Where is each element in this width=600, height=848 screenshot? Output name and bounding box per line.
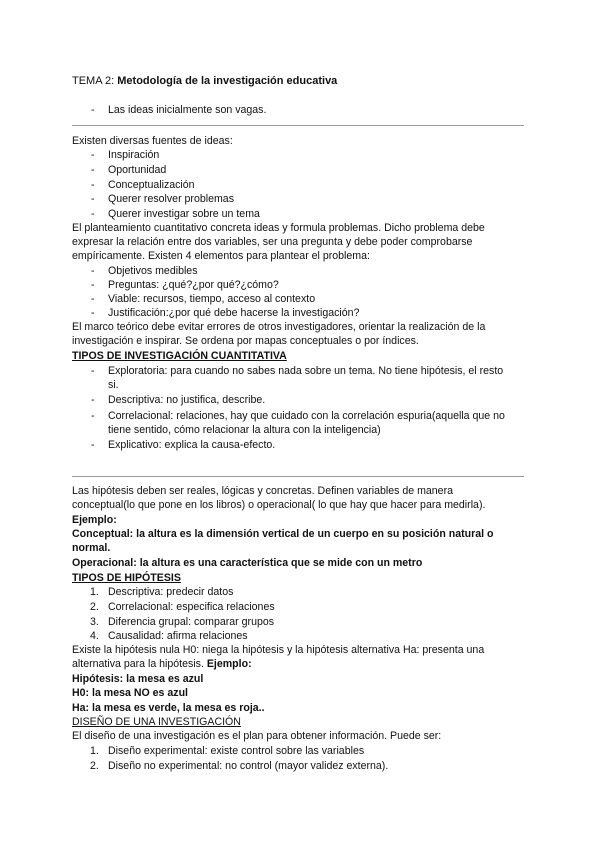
list-number: 1. — [90, 586, 99, 598]
paragraph-line: investigación e inspirar. Se ordena por mapas conceptuales o por índices. — [72, 335, 419, 347]
list-item: Correlacional: especifica relaciones — [108, 601, 275, 613]
paragraph-line: El marco teórico debe evitar errores de otros investigadores, orientar la realización de la — [72, 321, 486, 333]
paragraph-line: empíricamente. Existen 4 elementos para plantear el problema: — [72, 250, 370, 262]
section-heading: DISEÑO DE UNA INVESTIGACIÓN — [72, 716, 241, 728]
list-item: Diseño no experimental: no control (mayor validez externa). — [108, 760, 389, 772]
example-line: normal. — [72, 542, 111, 554]
bullet-dash: - — [91, 104, 95, 116]
paragraph-line: expresar la relación entre dos variables, ser una pregunta y debe poder comprobarse — [72, 236, 473, 248]
list-item: Oportunidad — [108, 164, 167, 176]
list-number: 2. — [90, 760, 99, 772]
bullet-dash: - — [91, 193, 95, 205]
list-number: 4. — [90, 630, 99, 642]
title-text: Metodología de la investigación educativa — [117, 75, 338, 87]
bullet-dash: - — [91, 293, 95, 305]
list-item: Exploratoria: para cuando no sabes nada sobre un tema. No tiene hipótesis, el resto — [108, 365, 504, 377]
example-label: Ejemplo: — [206, 658, 252, 670]
bullet-dash: - — [91, 149, 95, 161]
list-item: Justificación:¿por qué debe hacerse la investigación? — [108, 307, 360, 319]
intro-bullet: Las ideas inicialmente son vagas. — [108, 104, 267, 116]
list-item: Descriptiva: predecir datos — [108, 586, 234, 598]
paragraph-line: Existe la hipótesis nula H0: niega la hipótesis y la hipótesis alternativa Ha: presenta una — [72, 644, 485, 656]
bullet-dash: - — [91, 208, 95, 220]
bullet-dash: - — [91, 439, 95, 451]
list-item: Diseño experimental: existe control sobre las variables — [108, 745, 365, 757]
list-number: 1. — [90, 745, 99, 757]
example-line: Conceptual: la altura es la dimensión vertical de un cuerpo en su posición natural o — [72, 528, 494, 540]
example-line: Hipótesis: la mesa es azul — [72, 673, 204, 685]
list-number: 3. — [90, 616, 99, 628]
divider — [72, 476, 524, 477]
bullet-dash: - — [91, 279, 95, 291]
bullet-dash: - — [91, 394, 95, 406]
list-item: Viable: recursos, tiempo, acceso al contexto — [108, 293, 316, 305]
bullet-dash: - — [91, 410, 95, 422]
list-item-continuation: si. — [108, 379, 119, 391]
example-line: Operacional: la altura es una característica que se mide con un metro — [72, 557, 423, 569]
list-item: Querer investigar sobre un tema — [108, 208, 260, 220]
bullet-dash: - — [91, 307, 95, 319]
example-line: H0: la mesa NO es azul — [72, 687, 188, 699]
paragraph-line — [72, 657, 252, 671]
paragraph-line: conceptual(lo que pone en los libros) o operacional( lo que hay que hacer para medirla). — [72, 499, 486, 511]
bullet-dash: - — [91, 265, 95, 277]
paragraph-line: El planteamiento cuantitativo concreta ideas y formula problemas. Dicho problema debe — [72, 222, 485, 234]
list-item: Querer resolver problemas — [108, 193, 234, 205]
sources-heading: Existen diversas fuentes de ideas: — [72, 135, 233, 147]
example-label: Ejemplo: — [72, 514, 117, 526]
divider — [72, 125, 524, 126]
list-item: Causalidad: afirma relaciones — [108, 630, 248, 642]
section-heading: TIPOS DE INVESTIGACIÓN CUANTITATIVA — [72, 350, 287, 362]
title-lead: TEMA 2: — [72, 75, 118, 87]
list-item: Explicativo: explica la causa-efecto. — [108, 439, 276, 451]
list-item: Correlacional: relaciones, hay que cuidado con la correlación espuria(aquella que no — [108, 410, 505, 422]
list-item: Conceptualización — [108, 179, 195, 191]
list-number: 2. — [90, 601, 99, 613]
list-item-continuation: tiene sentido, cómo relacionar la altura con la inteligencia) — [108, 424, 381, 436]
section-heading: TIPOS DE HIPÓTESIS — [72, 572, 181, 584]
list-item: Inspiración — [108, 149, 160, 161]
paragraph-text: alternativa para la hipótesis. — [72, 658, 207, 670]
list-item: Objetivos medibles — [108, 265, 198, 277]
page-title — [72, 74, 337, 88]
bullet-dash: - — [91, 179, 95, 191]
example-line: Ha: la mesa es verde, la mesa es roja.. — [72, 702, 265, 714]
paragraph-line: El diseño de una investigación es el plan para obtener información. Puede ser: — [72, 730, 442, 742]
paragraph-line: Las hipótesis deben ser reales, lógicas y concretas. Definen variables de manera — [72, 485, 453, 497]
list-item: Descriptiva: no justifica, describe. — [108, 394, 266, 406]
list-item: Preguntas: ¿qué?¿por qué?¿cómo? — [108, 279, 279, 291]
bullet-dash: - — [91, 365, 95, 377]
list-item: Diferencia grupal: comparar grupos — [108, 616, 275, 628]
bullet-dash: - — [91, 164, 95, 176]
